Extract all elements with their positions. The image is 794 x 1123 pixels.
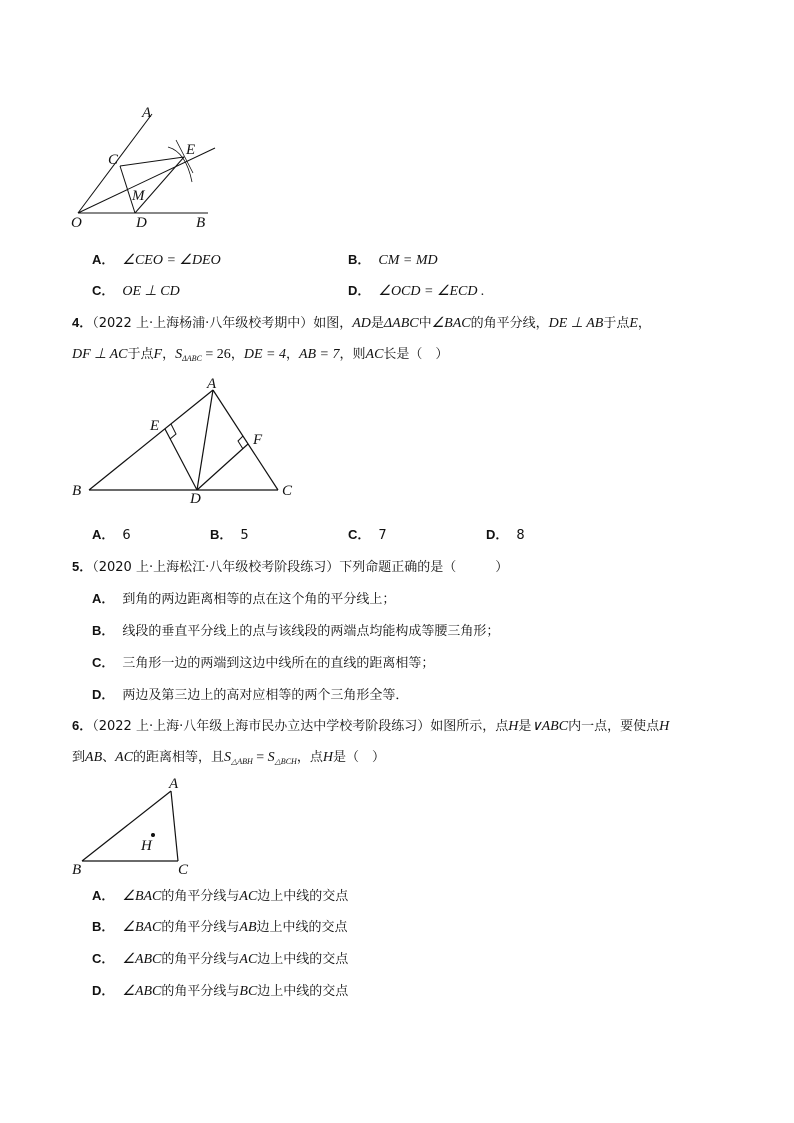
stem-text: ，则 [339,347,366,362]
q4-stem-line2 [72,346,448,368]
option-text: 三角形一边的两端到这边中线所在的直线的距离相等； [122,656,435,671]
question-number: 6． [72,718,93,733]
q4-label-A: A [207,378,217,392]
option-text: 到角的两边距离相等的点在这个角的平分线上； [122,592,396,607]
option-text: 的角平分线与 [161,920,240,935]
q6-label-A: A [169,776,179,792]
q4-option-d[interactable] [486,526,525,545]
math-point: H [322,750,333,765]
option-text: 边上中线的交点 [257,984,349,999]
stem-text: ， [162,347,176,362]
q6-option-d[interactable] [92,982,348,1001]
math-point: E [629,316,638,331]
stem-text: 下列命题正确的是（ ） [339,560,509,575]
q3-option-a[interactable] [92,251,221,270]
question-source: （2022 上·上海·八年级上海市民办立达中学校考阶段练习） [92,719,431,734]
stem-text: 于点 [603,316,630,331]
math-segment: AC [239,952,258,967]
math-segment: AC [115,750,134,765]
math-area: S [224,750,232,765]
option-text: 的角平分线与 [161,984,240,999]
q6-label-C: C [178,862,189,878]
question-number: 5． [72,559,93,574]
option-key: A． [92,888,115,903]
math-subscript: △BCH [274,757,297,766]
math-area: S [267,750,275,765]
q6-stem-line2 [72,749,385,771]
option-text: 的角平分线与 [161,952,240,967]
q6-label-H: H [141,838,152,854]
math-point: H [659,719,670,734]
stem-text: ， [285,347,299,362]
math-segment: AB [85,750,103,765]
q3-label-C: C [108,152,119,168]
option-text: 两边及第三边上的高对应相等的两个三角形全等． [122,688,409,703]
q3-figure [60,100,230,235]
q6-label-B: B [72,862,82,878]
q5-option-c[interactable] [92,654,434,673]
stem-text: 、 [102,750,116,765]
math-point: F [153,347,163,362]
q5-stem [72,558,508,577]
option-key: D． [92,687,115,702]
stem-text: 是（ ） [332,750,385,765]
option-key: C． [92,283,115,298]
option-key: A． [92,252,115,267]
math-subscript: △ABH [231,757,253,766]
option-key: D． [348,283,371,298]
q6-figure [66,774,206,880]
q5-option-a[interactable] [92,590,395,609]
q4-label-D: D [190,491,201,503]
q4-label-E: E [150,418,160,434]
option-key: A． [92,591,115,606]
option-text: 5 [240,528,249,543]
option-text: ∠OCD = ∠ECD . [378,284,485,299]
q3-option-d[interactable] [348,282,485,301]
q6-stem-line1 [72,717,669,736]
option-key: B． [348,252,371,267]
math-segment: AC [365,347,384,362]
math-triangle: ∨ABC [531,719,569,734]
math-segment: AC [239,889,258,904]
math-segment: BC [239,984,258,999]
stem-text: 的距离相等，且 [133,750,225,765]
option-text: 边上中线的交点 [257,889,349,904]
option-key: B． [92,623,115,638]
math-equals: = [252,750,268,765]
math-point: H [508,719,519,734]
option-key: B． [92,919,115,934]
q3-option-c[interactable] [92,282,180,301]
option-text: 6 [122,528,131,543]
stem-text: 长是（ ） [383,347,449,362]
q3-label-A: A [142,105,152,121]
q3-label-D: D [136,215,147,231]
option-text: 8 [516,528,525,543]
math-segment: AD [352,316,371,331]
option-key: C． [92,655,115,670]
stem-text: 如图， [313,316,353,331]
option-text: 的角平分线与 [161,889,240,904]
option-key: D． [486,527,509,542]
math-angle: ∠BAC [431,316,471,331]
math-angle: ∠BAC [122,920,162,935]
option-key: C． [348,527,371,542]
option-text: OE ⊥ CD [122,284,180,299]
math-subscript: ΔABC [182,354,202,363]
q6-option-c[interactable] [92,950,348,969]
stem-text: 是 [518,719,532,734]
q3-label-M: M [132,188,145,204]
q3-label-B: B [196,215,206,231]
option-key: D． [92,983,115,998]
option-text: 线段的垂直平分线上的点与该线段的两端点均能构成等腰三角形； [122,624,500,639]
math-value: = 26 [201,347,231,362]
q5-option-d[interactable] [92,686,408,705]
q3-option-b[interactable] [348,251,438,270]
q4-stem-line1 [72,314,651,333]
math-perp: DE ⊥ AB [548,316,604,331]
math-area: S [175,347,183,362]
math-triangle: ΔABC [383,316,419,331]
option-key: C． [92,951,115,966]
q4-label-C: C [282,483,293,499]
stem-text: 到 [72,750,86,765]
stem-text: 是 [370,316,384,331]
q4-option-a[interactable] [92,526,131,545]
option-text: ∠CEO = ∠DEO [122,253,221,268]
option-key: A． [92,527,115,542]
math-angle: ∠BAC [122,889,162,904]
option-text: 边上中线的交点 [256,920,348,935]
math-segment: AB [239,920,257,935]
stem-text: ， [637,316,651,331]
math-equation: AB = 7 [298,347,340,362]
q5-option-b[interactable] [92,622,499,641]
q6-option-b[interactable] [92,918,348,937]
question-source: （2022 上·上海杨浦·八年级校考期中） [92,316,314,331]
question-source: （2020 上·上海松江·八年级校考阶段练习） [92,560,340,575]
option-text: 7 [378,528,387,543]
math-angle: ∠ABC [122,984,162,999]
stem-text: 中 [418,316,432,331]
q4-option-c[interactable] [348,526,387,545]
q4-label-F: F [253,432,263,448]
q3-label-O: O [71,215,82,231]
option-text: 边上中线的交点 [257,952,349,967]
q3-label-E: E [186,142,196,158]
stem-text: 于点 [127,347,154,362]
math-angle: ∠ABC [122,952,162,967]
stem-text: 的角平分线， [470,316,549,331]
stem-text: ， [230,347,244,362]
q4-label-B: B [72,483,82,499]
math-equation: DE = 4 [243,347,286,362]
stem-text: 内一点，要使点 [568,719,660,734]
option-text: CM = MD [378,253,438,268]
question-number: 4． [72,315,93,330]
stem-text: ，点 [296,750,323,765]
stem-text: 如图所示，点 [430,719,509,734]
q4-option-b[interactable] [210,526,249,545]
q4-figure [66,378,306,503]
math-perp: DF ⊥ AC [72,347,128,362]
q6-option-a[interactable] [92,887,348,906]
option-key: B． [210,527,233,542]
